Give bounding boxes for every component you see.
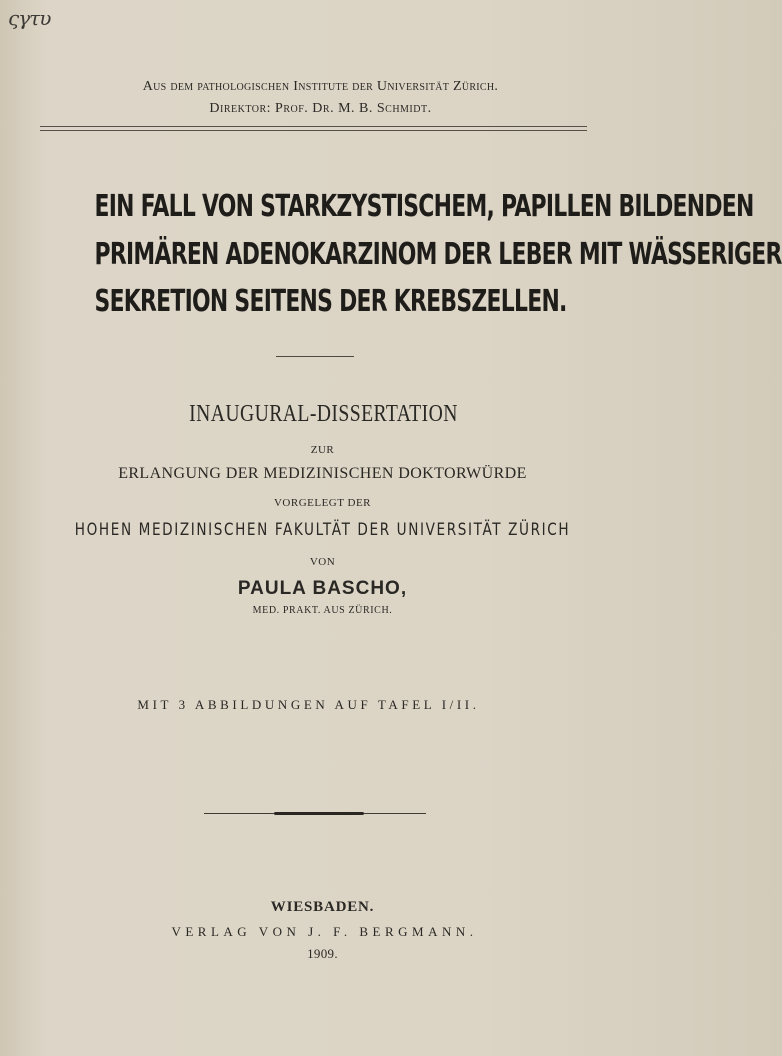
author-title: MED. PRAKT. AUS ZÜRICH. [252, 605, 393, 616]
separator-rule [276, 356, 354, 357]
illustrations-line: MIT 3 ABBILDUNGEN AUF TAFEL I/II. [137, 697, 480, 712]
erlangung-line: ERLANGUNG DER MEDIZINISCHEN DOKTORWÜRDE [118, 465, 527, 482]
publication-year: 1909. [307, 946, 338, 961]
title-line-1: EIN FALL VON STARKZYSTISCHEM, PAPILLEN BILDENDEN [94, 189, 754, 224]
author-name: PAULA BASCHO, [237, 578, 408, 599]
institute-line: Aus dem pathologischen Institute der Universität Zürich. [142, 79, 499, 94]
double-rule [40, 126, 587, 131]
handwritten-mark: ςγτυ [8, 6, 51, 30]
ornamental-rule [204, 812, 426, 815]
publisher-name: VERLAG VON J. F. BERGMANN. [171, 924, 478, 939]
fakultaet-line: HOHEN MEDIZINISCHEN FAKULTÄT DER UNIVERSITÄT ZÜRICH [74, 520, 571, 540]
vorgelegt-line: VORGELEGT DER [273, 497, 372, 509]
publisher-city: WIESBADEN. [270, 899, 375, 915]
von-line: VON [309, 556, 336, 568]
title-line-3: SEKRETION SEITENS DER KREBSZELLEN. [94, 284, 567, 319]
zur-line: ZUR [310, 444, 335, 456]
title-line-2: PRIMÄREN ADENOKARZINOM DER LEBER MIT WÄSSERIGER [94, 237, 782, 272]
dissertation-heading: INAUGURAL-DISSERTATION [189, 401, 458, 427]
director-line: Direktor: Prof. Dr. M. B. Schmidt. [209, 101, 432, 116]
